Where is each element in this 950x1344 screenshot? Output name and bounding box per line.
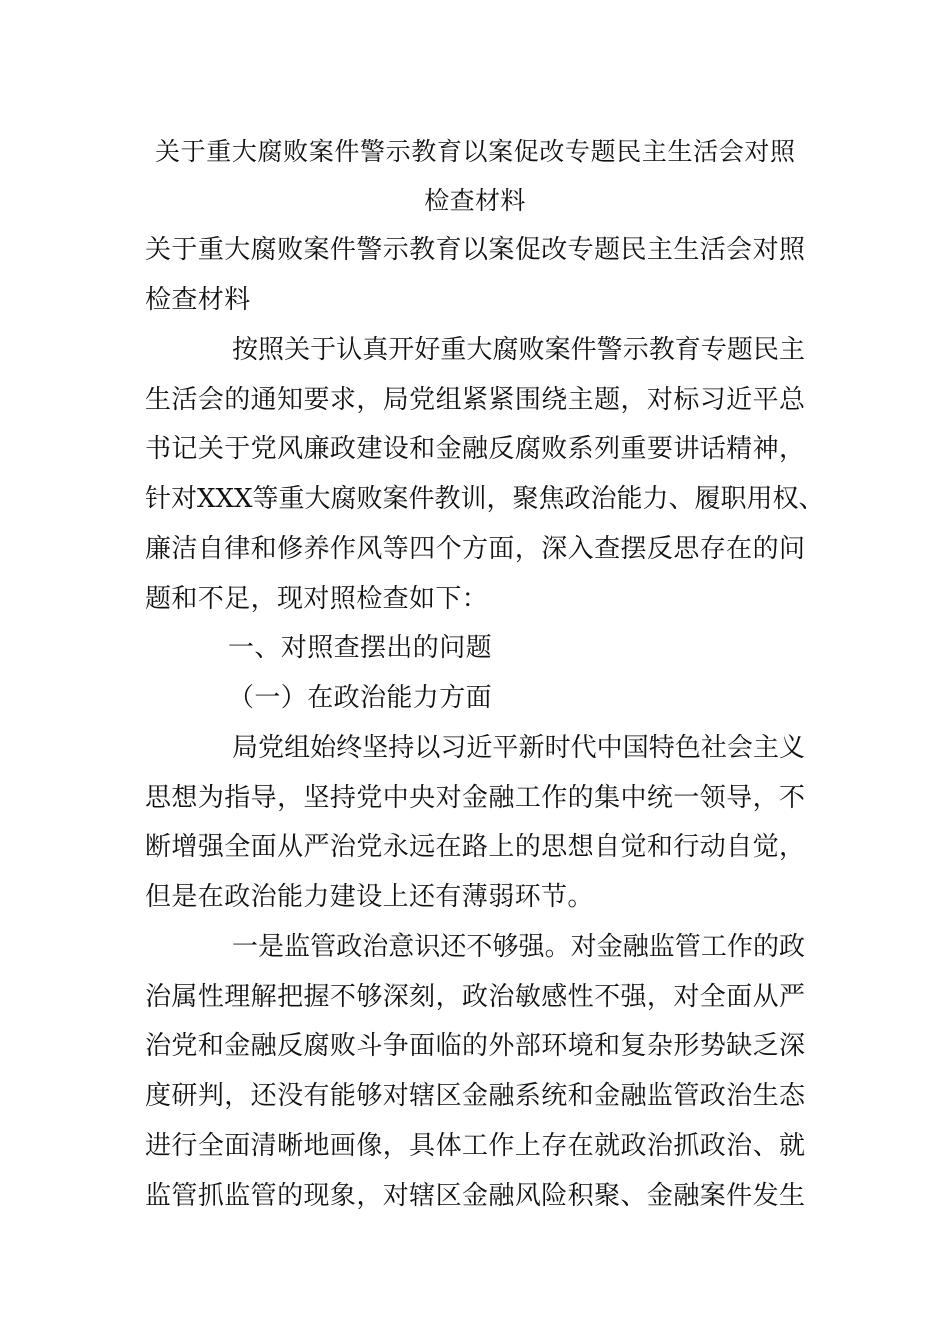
subsection-heading: （一）在政治能力方面 xyxy=(228,683,493,713)
document-title-line-2: 检查材料 xyxy=(424,186,526,215)
body-line: 思想为指导，坚持党中央对金融工作的集中统一领导，不 xyxy=(145,783,805,813)
body-line: 按照关于认真开好重大腐败案件警示教育专题民主 xyxy=(232,335,805,365)
body-line: 廉洁自律和修养作风等四个方面，深入查摆反思存在的问 xyxy=(145,534,805,564)
body-line: 但是在政治能力建设上还有薄弱环节。 xyxy=(145,882,594,912)
body-line: 局党组始终坚持以习近平新时代中国特色社会主义 xyxy=(232,733,805,763)
body-line: 一是监管政治意识还不够强。对金融监管工作的政 xyxy=(232,932,805,962)
body-line: 书记关于党风廉政建设和金融反腐败系列重要讲话精神， xyxy=(145,434,805,464)
section-heading: 一、对照查摆出的问题 xyxy=(228,633,493,663)
document-title-line-1: 关于重大腐败案件警示教育以案促改专题民主生活会对照 xyxy=(155,137,795,166)
body-line: 监管抓监管的现象，对辖区金融风险积聚、金融案件发生 xyxy=(145,1181,805,1211)
body-line: 度研判，还没有能够对辖区金融系统和金融监管政治生态 xyxy=(145,1081,805,1111)
body-line: 治党和金融反腐败斗争面临的外部环境和复杂形势缺乏深 xyxy=(145,1031,805,1061)
body-line: 关于重大腐败案件警示教育以案促改专题民主生活会对照 xyxy=(145,235,805,265)
body-line: 进行全面清晰地画像，具体工作上存在就政治抓政治、就 xyxy=(145,1131,805,1161)
body-line: 生活会的通知要求，局党组紧紧围绕主题，对标习近平总 xyxy=(145,385,805,415)
body-line: 治属性理解把握不够深刻，政治敏感性不强，对全面从严 xyxy=(145,982,805,1012)
body-line: 检查材料 xyxy=(145,285,251,315)
body-line: 题和不足，现对照检查如下： xyxy=(145,584,489,614)
body-line: 针对XXX等重大腐败案件教训，聚焦政治能力、履职用权、 xyxy=(145,484,825,514)
body-line: 断增强全面从严治党永远在路上的思想自觉和行动自觉， xyxy=(145,832,805,862)
